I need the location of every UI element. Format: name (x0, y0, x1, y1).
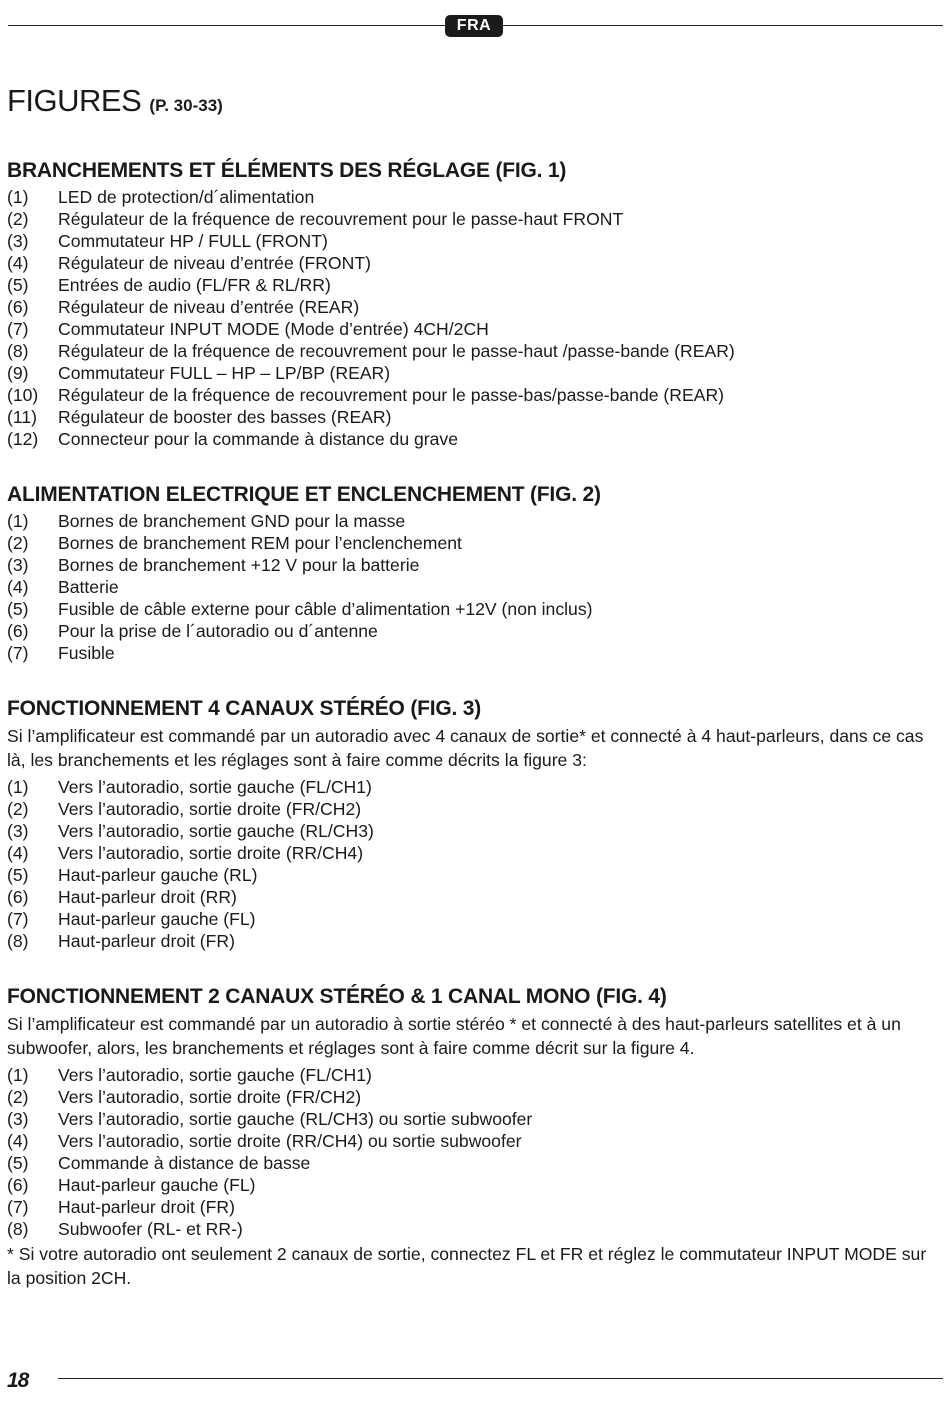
list-item (7, 1108, 943, 1130)
item-list (7, 1064, 943, 1240)
list-item (7, 384, 943, 406)
item-number: (4) (7, 253, 29, 273)
list-item (7, 428, 943, 450)
item-text: Vers l’autoradio, sortie gauche (FL/CH1) (58, 777, 372, 797)
footer-rule (58, 1378, 943, 1379)
section-intro: Si l’amplificateur est commandé par un autoradio avec 4 canaux de sortie* et connecté à 4 haut-parleurs, dans ce cas là, les branchements et les réglages sont à faire comme décrits la figure 3: (7, 726, 924, 770)
list-item (7, 842, 943, 864)
item-number: (11) (7, 407, 37, 427)
list-item (7, 532, 943, 554)
list-item (7, 1064, 943, 1086)
item-text: Régulateur de niveau d’entrée (REAR) (58, 297, 360, 317)
item-text: Subwoofer (RL- et RR-) (58, 1219, 243, 1239)
item-number: (8) (7, 341, 29, 361)
list-item (7, 554, 943, 576)
page-number: 18 (7, 1369, 29, 1392)
item-number: (7) (7, 643, 29, 663)
item-number: (5) (7, 1153, 29, 1173)
list-item (7, 1130, 943, 1152)
list-item (7, 510, 943, 532)
document-body (7, 82, 943, 1290)
list-item (7, 186, 943, 208)
item-number: (5) (7, 599, 29, 619)
item-text: Commutateur HP / FULL (FRONT) (58, 231, 328, 251)
list-item (7, 864, 943, 886)
item-number: (2) (7, 1087, 29, 1107)
item-text: Haut-parleur droit (RR) (58, 887, 237, 907)
item-text: Régulateur de la fréquence de recouvrement pour le passe-bas/passe-bande (REAR) (58, 385, 725, 405)
item-number: (3) (7, 555, 29, 575)
item-number: (6) (7, 1175, 29, 1195)
item-number: (7) (7, 1197, 29, 1217)
list-item (7, 1218, 943, 1240)
page-title-main: FIGURES (7, 83, 142, 118)
item-text: Bornes de branchement REM pour l’enclenchement (58, 533, 462, 553)
list-item (7, 908, 943, 930)
list-item (7, 598, 943, 620)
list-item (7, 798, 943, 820)
list-item (7, 340, 943, 362)
language-badge: FRA (445, 15, 503, 37)
item-number: (1) (7, 777, 29, 797)
item-number: (1) (7, 511, 29, 531)
item-text: Connecteur pour la commande à distance du grave (58, 429, 459, 449)
list-item (7, 930, 943, 952)
item-text: Vers l’autoradio, sortie gauche (FL/CH1) (58, 1065, 372, 1085)
footnote: * Si votre autoradio ont seulement 2 canaux de sortie, connectez FL et FR et réglez le commutateur INPUT MODE sur la position 2CH. (7, 1244, 927, 1288)
list-item (7, 208, 943, 230)
list-item (7, 1174, 943, 1196)
item-number: (6) (7, 297, 29, 317)
item-text: Batterie (58, 577, 119, 597)
list-item (7, 274, 943, 296)
list-item (7, 362, 943, 384)
item-list (7, 776, 943, 952)
item-list (7, 186, 943, 450)
section-2ch-stereo-mono (7, 982, 943, 1290)
item-text: Régulateur de niveau d’entrée (FRONT) (58, 253, 371, 273)
item-text: Commutateur FULL – HP – LP/BP (REAR) (58, 363, 391, 383)
list-item (7, 1086, 943, 1108)
list-item (7, 318, 943, 340)
item-text: Régulateur de booster des basses (REAR) (58, 407, 392, 427)
item-number: (3) (7, 231, 29, 251)
item-number: (3) (7, 1109, 29, 1129)
page-title (7, 82, 943, 125)
item-number: (6) (7, 621, 29, 641)
list-item (7, 642, 943, 664)
section-connections (7, 156, 943, 450)
item-text: Commande à distance de basse (58, 1153, 311, 1173)
item-number: (5) (7, 865, 29, 885)
item-number: (7) (7, 909, 29, 929)
section-4ch-stereo (7, 694, 943, 952)
item-number: (3) (7, 821, 29, 841)
item-number: (4) (7, 843, 29, 863)
item-text: Vers l’autoradio, sortie droite (RR/CH4) (58, 843, 364, 863)
list-item (7, 620, 943, 642)
item-text: Haut-parleur gauche (RL) (58, 865, 258, 885)
page-title-pages: (P. 30-33) (149, 96, 223, 115)
section-intro: Si l’amplificateur est commandé par un autoradio à sortie stéréo * et connecté à des haut-parleurs satellites et à un subwoofer, alors, les branchements et réglages sont à faire comme décrit sur la figure 4. (7, 1014, 901, 1058)
item-number: (2) (7, 533, 29, 553)
item-number: (8) (7, 1219, 29, 1239)
list-item (7, 296, 943, 318)
item-number: (5) (7, 275, 29, 295)
item-list (7, 510, 943, 664)
item-number: (9) (7, 363, 29, 383)
item-text: Régulateur de la fréquence de recouvrement pour le passe-haut /passe-bande (REAR) (58, 341, 735, 361)
item-number: (8) (7, 931, 29, 951)
item-number: (1) (7, 187, 29, 207)
list-item (7, 576, 943, 598)
item-number: (12) (7, 429, 39, 449)
list-item (7, 1196, 943, 1218)
list-item (7, 776, 943, 798)
item-text: Vers l’autoradio, sortie gauche (RL/CH3) ou sortie subwoofer (58, 1109, 533, 1129)
item-text: Vers l’autoradio, sortie gauche (RL/CH3) (58, 821, 374, 841)
section-title: FONCTIONNEMENT 4 CANAUX STÉRÉO (FIG. 3) (7, 697, 482, 720)
list-item (7, 252, 943, 274)
item-number: (1) (7, 1065, 29, 1085)
section-power-supply (7, 480, 943, 664)
item-text: Fusible de câble externe pour câble d’alimentation +12V (non inclus) (58, 599, 593, 619)
item-text: Fusible (58, 643, 115, 663)
item-number: (4) (7, 1131, 29, 1151)
list-item (7, 406, 943, 428)
item-number: (7) (7, 319, 29, 339)
section-title: BRANCHEMENTS ET ÉLÉMENTS DES RÉGLAGE (FIG. 1) (7, 159, 567, 182)
list-item (7, 230, 943, 252)
item-text: Bornes de branchement GND pour la masse (58, 511, 406, 531)
section-title: FONCTIONNEMENT 2 CANAUX STÉRÉO & 1 CANAL MONO (FIG. 4) (7, 985, 667, 1008)
item-text: Vers l’autoradio, sortie droite (FR/CH2) (58, 799, 362, 819)
item-number: (2) (7, 209, 29, 229)
section-title: ALIMENTATION ELECTRIQUE ET ENCLENCHEMENT (FIG. 2) (7, 483, 601, 506)
item-text: Entrées de audio (FL/FR & RL/RR) (58, 275, 331, 295)
item-text: Haut-parleur gauche (FL) (58, 909, 256, 929)
item-text: Bornes de branchement +12 V pour la batterie (58, 555, 420, 575)
item-text: Régulateur de la fréquence de recouvrement pour le passe-haut FRONT (58, 209, 624, 229)
item-text: Haut-parleur droit (FR) (58, 931, 235, 951)
item-number: (10) (7, 385, 39, 405)
item-text: Haut-parleur droit (FR) (58, 1197, 235, 1217)
item-number: (2) (7, 799, 29, 819)
item-text: Vers l’autoradio, sortie droite (RR/CH4) ou sortie subwoofer (58, 1131, 522, 1151)
item-number: (6) (7, 887, 29, 907)
item-number: (4) (7, 577, 29, 597)
item-text: Haut-parleur gauche (FL) (58, 1175, 256, 1195)
item-text: Commutateur INPUT MODE (Mode d’entrée) 4CH/2CH (58, 319, 489, 339)
list-item (7, 820, 943, 842)
item-text: Vers l’autoradio, sortie droite (FR/CH2) (58, 1087, 362, 1107)
list-item (7, 1152, 943, 1174)
list-item (7, 886, 943, 908)
item-text: LED de protection/d´alimentation (58, 187, 315, 207)
item-text: Pour la prise de l´autoradio ou d´antenne (58, 621, 378, 641)
